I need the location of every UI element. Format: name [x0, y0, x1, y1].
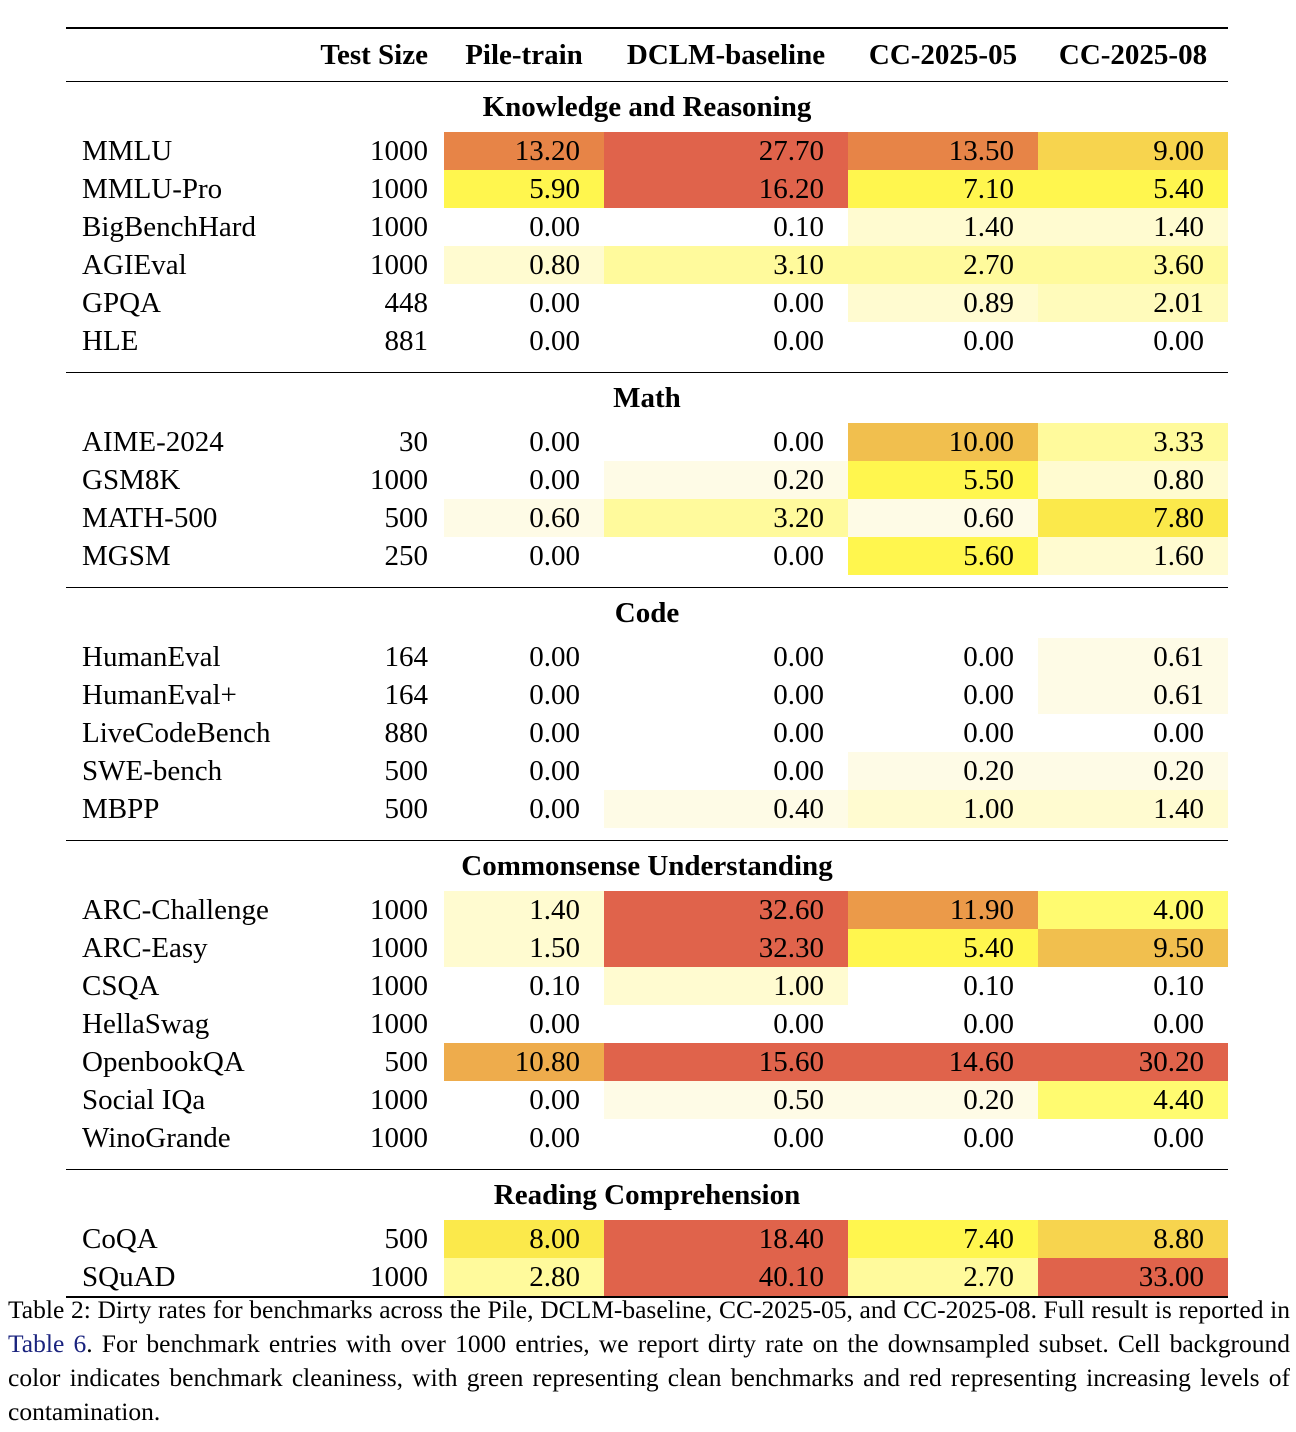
benchmark-name: MBPP — [82, 793, 160, 825]
cc-2025-08-cell: 0.61 — [1038, 676, 1228, 714]
test-size-cell: 30 — [399, 426, 428, 458]
pile-train-cell: 0.00 — [529, 641, 580, 673]
table-row — [66, 1119, 1228, 1157]
pile-train-cell: 0.00 — [529, 540, 580, 572]
cc-2025-08-cell: 9.00 — [1038, 132, 1228, 170]
pile-train-cell: 0.00 — [529, 793, 580, 825]
caption-text-start: Table 2: Dirty rates for benchmarks across the Pile, DCLM-baseline, CC-2025-05, and CC-2025-08. Full result is reported in — [8, 1295, 1290, 1324]
pile-train-cell: 0.00 — [529, 717, 580, 749]
header-cc-2025-05: CC-2025-05 — [848, 28, 1038, 82]
cc-2025-05-cell: 0.60 — [848, 499, 1038, 537]
pile-train-cell: 1.40 — [444, 891, 604, 929]
pile-train-cell: 8.00 — [444, 1220, 604, 1258]
benchmark-name: Social IQa — [82, 1084, 206, 1116]
benchmark-name: HumanEval — [82, 641, 221, 673]
benchmark-name: LiveCodeBench — [82, 717, 271, 749]
cc-2025-08-cell: 0.20 — [1038, 752, 1228, 790]
dclm-baseline-cell: 32.60 — [604, 891, 848, 929]
benchmark-name: MMLU — [82, 135, 173, 167]
test-size-cell: 164 — [384, 641, 428, 673]
benchmark-name: GPQA — [82, 287, 161, 319]
benchmark-name: MMLU-Pro — [82, 173, 223, 205]
cc-2025-05-cell: 2.70 — [848, 1258, 1038, 1297]
pile-train-cell: 0.00 — [529, 464, 580, 496]
cc-2025-05-cell: 0.10 — [963, 970, 1014, 1002]
dclm-baseline-cell: 0.00 — [773, 540, 824, 572]
benchmark-name: CoQA — [82, 1223, 158, 1255]
test-size-cell: 1000 — [370, 249, 428, 281]
table-6-link[interactable]: Table 6 — [8, 1329, 87, 1358]
cc-2025-08-cell: 9.50 — [1038, 929, 1228, 967]
section-header-row — [66, 82, 1228, 133]
benchmark-name: HellaSwag — [82, 1008, 210, 1040]
section-title: Knowledge and Reasoning — [482, 91, 812, 123]
test-size-cell: 1000 — [370, 173, 428, 205]
pile-train-cell: 0.60 — [444, 499, 604, 537]
table-row — [66, 891, 1228, 929]
pile-train-cell: 0.00 — [529, 426, 580, 458]
cc-2025-08-cell: 0.61 — [1038, 638, 1228, 676]
cc-2025-08-cell: 3.33 — [1038, 423, 1228, 461]
benchmark-name: OpenbookQA — [82, 1046, 245, 1078]
test-size-cell: 880 — [384, 717, 428, 749]
header-cc-2025-08: CC-2025-08 — [1038, 28, 1228, 82]
dclm-baseline-cell: 0.20 — [604, 461, 848, 499]
table-row — [66, 1043, 1228, 1081]
section-divider — [66, 360, 1228, 373]
divider-cell — [66, 1157, 1228, 1170]
dclm-baseline-cell: 0.00 — [773, 1008, 824, 1040]
table-row — [66, 752, 1228, 790]
cc-2025-08-cell: 33.00 — [1038, 1258, 1228, 1297]
cc-2025-05-cell: 5.60 — [848, 537, 1038, 575]
test-size-cell: 1000 — [370, 894, 428, 926]
cc-2025-08-cell: 4.00 — [1038, 891, 1228, 929]
dclm-baseline-cell: 0.40 — [604, 790, 848, 828]
section-title: Reading Comprehension — [493, 1179, 801, 1211]
test-size-cell: 250 — [384, 540, 428, 572]
dclm-baseline-cell: 0.10 — [773, 211, 824, 243]
pile-train-cell: 5.90 — [444, 170, 604, 208]
dclm-baseline-cell: 32.30 — [604, 929, 848, 967]
test-size-cell: 1000 — [370, 932, 428, 964]
cc-2025-08-cell: 7.80 — [1038, 499, 1228, 537]
pile-train-cell: 0.00 — [529, 325, 580, 357]
test-size-cell: 1000 — [370, 1084, 428, 1116]
test-size-cell: 500 — [384, 502, 428, 534]
test-size-cell: 1000 — [370, 1122, 428, 1154]
pile-train-cell: 1.50 — [444, 929, 604, 967]
divider-cell — [66, 828, 1228, 841]
cc-2025-08-cell: 0.00 — [1153, 717, 1204, 749]
section-header-row — [66, 373, 1228, 424]
cc-2025-05-cell: 7.40 — [848, 1220, 1038, 1258]
dclm-baseline-cell: 16.20 — [604, 170, 848, 208]
section-title: Math — [613, 382, 681, 414]
test-size-cell: 1000 — [304, 1258, 444, 1297]
test-size-cell: 448 — [384, 287, 428, 319]
table-row — [66, 537, 1228, 575]
test-size-cell: 500 — [384, 793, 428, 825]
pile-train-cell: 0.80 — [444, 246, 604, 284]
pile-train-cell: 0.00 — [529, 755, 580, 787]
test-size-cell: 500 — [384, 1223, 428, 1255]
cc-2025-08-cell: 0.10 — [1153, 970, 1204, 1002]
table-header-row — [66, 28, 1228, 82]
benchmark-name: GSM8K — [82, 464, 181, 496]
header-test-size: Test Size — [304, 28, 444, 82]
benchmark-name: ARC-Challenge — [82, 894, 269, 926]
dclm-baseline-cell: 0.00 — [773, 426, 824, 458]
dclm-baseline-cell: 40.10 — [604, 1258, 848, 1297]
caption-text-end: . For benchmark entries with over 1000 entries, we report dirty rate on the downsampled subset. Cell background color indicates benchmark cleaniness, with green representing clean benchmarks and red representing increasing levels of contamination. — [8, 1329, 1290, 1426]
section-header-row — [66, 841, 1228, 892]
cc-2025-08-cell: 0.00 — [1153, 1122, 1204, 1154]
section-divider — [66, 575, 1228, 588]
section-title: Commonsense Understanding — [461, 850, 833, 882]
cc-2025-08-cell: 3.60 — [1038, 246, 1228, 284]
table-row — [66, 284, 1228, 322]
dclm-baseline-cell: 15.60 — [604, 1043, 848, 1081]
cc-2025-05-cell: 0.20 — [848, 752, 1038, 790]
header-pile-train: Pile-train — [444, 28, 604, 82]
pile-train-cell: 0.00 — [529, 1122, 580, 1154]
cc-2025-08-cell: 2.01 — [1038, 284, 1228, 322]
dclm-baseline-cell: 3.20 — [604, 499, 848, 537]
benchmark-name: WinoGrande — [82, 1122, 231, 1154]
section-divider — [66, 1157, 1228, 1170]
results-table-container — [66, 27, 1228, 1298]
table-row — [66, 929, 1228, 967]
cc-2025-08-cell: 4.40 — [1038, 1081, 1228, 1119]
test-size-cell: 500 — [384, 1046, 428, 1078]
dclm-baseline-cell: 27.70 — [604, 132, 848, 170]
cc-2025-08-cell: 8.80 — [1038, 1220, 1228, 1258]
pile-train-cell: 0.00 — [529, 211, 580, 243]
dclm-baseline-cell: 0.00 — [773, 325, 824, 357]
table-row — [66, 132, 1228, 170]
cc-2025-08-cell: 1.40 — [1038, 790, 1228, 828]
test-size-cell: 1000 — [370, 464, 428, 496]
table-row — [66, 423, 1228, 461]
table-row — [66, 790, 1228, 828]
pile-train-cell: 0.10 — [529, 970, 580, 1002]
benchmark-name: HumanEval+ — [82, 679, 237, 711]
benchmark-name: SWE-bench — [82, 755, 223, 787]
cc-2025-05-cell: 0.00 — [963, 325, 1014, 357]
cc-2025-05-cell: 0.89 — [848, 284, 1038, 322]
pile-train-cell: 0.00 — [529, 679, 580, 711]
test-size-cell: 1000 — [370, 970, 428, 1002]
test-size-cell: 881 — [384, 325, 428, 357]
cc-2025-05-cell: 0.00 — [963, 641, 1014, 673]
section-title: Code — [614, 597, 680, 629]
cc-2025-08-cell: 0.80 — [1038, 461, 1228, 499]
test-size-cell: 1000 — [370, 135, 428, 167]
header-benchmark — [66, 28, 304, 82]
dclm-baseline-cell: 0.00 — [773, 717, 824, 749]
benchmark-name: CSQA — [82, 970, 160, 1002]
table-row — [66, 170, 1228, 208]
table-row — [66, 638, 1228, 676]
cc-2025-05-cell: 13.50 — [848, 132, 1038, 170]
dirty-rates-table — [66, 27, 1228, 1298]
cc-2025-05-cell: 0.00 — [963, 679, 1014, 711]
table-row — [66, 322, 1228, 360]
pile-train-cell: 0.00 — [529, 1084, 580, 1116]
table-row — [66, 676, 1228, 714]
cc-2025-05-cell: 0.20 — [848, 1081, 1038, 1119]
table-row — [66, 1081, 1228, 1119]
cc-2025-05-cell: 11.90 — [848, 891, 1038, 929]
dclm-baseline-cell: 0.00 — [773, 679, 824, 711]
pile-train-cell: 2.80 — [444, 1258, 604, 1297]
dclm-baseline-cell: 0.00 — [773, 1122, 824, 1154]
divider-cell — [66, 360, 1228, 373]
benchmark-name: MGSM — [82, 540, 171, 572]
cc-2025-08-cell: 1.60 — [1038, 537, 1228, 575]
dclm-baseline-cell: 1.00 — [604, 967, 848, 1005]
table-row — [66, 1220, 1228, 1258]
test-size-cell: 164 — [384, 679, 428, 711]
cc-2025-08-cell: 0.00 — [1153, 1008, 1204, 1040]
cc-2025-05-cell: 1.00 — [848, 790, 1038, 828]
table-row — [66, 461, 1228, 499]
table-body — [66, 82, 1228, 1298]
table-row — [66, 967, 1228, 1005]
section-header-row — [66, 588, 1228, 639]
dclm-baseline-cell: 0.00 — [773, 287, 824, 319]
cc-2025-05-cell: 5.40 — [848, 929, 1038, 967]
cc-2025-05-cell: 5.50 — [848, 461, 1038, 499]
table-row — [66, 246, 1228, 284]
cc-2025-05-cell: 7.10 — [848, 170, 1038, 208]
test-size-cell: 1000 — [370, 211, 428, 243]
dclm-baseline-cell: 0.50 — [604, 1081, 848, 1119]
dclm-baseline-cell: 3.10 — [604, 246, 848, 284]
cc-2025-08-cell: 30.20 — [1038, 1043, 1228, 1081]
cc-2025-05-cell: 10.00 — [848, 423, 1038, 461]
benchmark-name: HLE — [82, 325, 139, 357]
table-row — [66, 714, 1228, 752]
benchmark-name: BigBenchHard — [82, 211, 256, 243]
cc-2025-08-cell: 5.40 — [1038, 170, 1228, 208]
section-divider — [66, 828, 1228, 841]
cc-2025-08-cell: 0.00 — [1153, 325, 1204, 357]
cc-2025-05-cell: 2.70 — [848, 246, 1038, 284]
pile-train-cell: 0.00 — [529, 287, 580, 319]
test-size-cell: 1000 — [370, 1008, 428, 1040]
benchmark-name: MATH-500 — [82, 502, 218, 534]
dclm-baseline-cell: 0.00 — [773, 755, 824, 787]
table-row — [66, 1258, 1228, 1297]
benchmark-name: SQuAD — [66, 1258, 304, 1297]
table-caption — [8, 1293, 1290, 1429]
section-header-row — [66, 1170, 1228, 1221]
pile-train-cell: 0.00 — [529, 1008, 580, 1040]
benchmark-name: AGIEval — [82, 249, 187, 281]
cc-2025-05-cell: 0.00 — [963, 1008, 1014, 1040]
divider-cell — [66, 575, 1228, 588]
cc-2025-05-cell: 0.00 — [963, 1122, 1014, 1154]
pile-train-cell: 13.20 — [444, 132, 604, 170]
cc-2025-05-cell: 1.40 — [848, 208, 1038, 246]
header-dclm-baseline: DCLM-baseline — [604, 28, 848, 82]
benchmark-name: AIME-2024 — [82, 426, 224, 458]
cc-2025-08-cell: 1.40 — [1038, 208, 1228, 246]
dclm-baseline-cell: 0.00 — [773, 641, 824, 673]
table-row — [66, 208, 1228, 246]
table-row — [66, 499, 1228, 537]
benchmark-name: ARC-Easy — [82, 932, 208, 964]
pile-train-cell: 10.80 — [444, 1043, 604, 1081]
test-size-cell: 500 — [384, 755, 428, 787]
table-row — [66, 1005, 1228, 1043]
cc-2025-05-cell: 14.60 — [848, 1043, 1038, 1081]
dclm-baseline-cell: 18.40 — [604, 1220, 848, 1258]
cc-2025-05-cell: 0.00 — [963, 717, 1014, 749]
